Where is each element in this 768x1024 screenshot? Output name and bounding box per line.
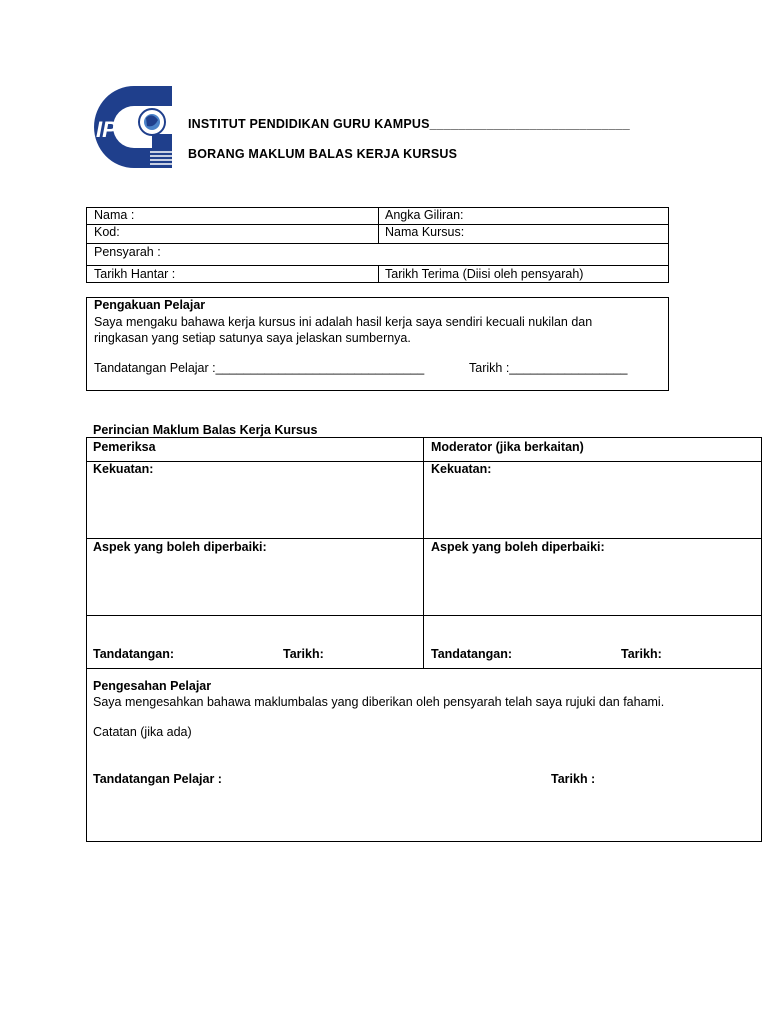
pemeriksa-header: Pemeriksa xyxy=(93,440,156,454)
tarikh-hantar-label: Tarikh Hantar : xyxy=(94,267,176,281)
pengesahan-line1: Saya mengesahkan bahawa maklumbalas yang diberikan oleh pensyarah telah saya rujuki dan fahami. xyxy=(93,695,665,709)
pengesahan-date: Tarikh : xyxy=(551,772,596,786)
pemeriksa-kekuatan: Kekuatan: xyxy=(93,462,154,476)
moderator-header: Moderator (jika berkaitan) xyxy=(431,440,584,454)
pengakuan-date: Tarikh :_________________ xyxy=(469,361,628,375)
kod-label: Kod: xyxy=(94,225,120,239)
svg-text:IPG: IPG xyxy=(96,117,134,142)
perincian-title: Perincian Maklum Balas Kerja Kursus xyxy=(93,423,318,437)
pengakuan-line2: ringkasan yang setiap satunya saya jelaskan sumbernya. xyxy=(94,331,411,345)
ipg-logo xyxy=(94,82,178,172)
pemeriksa-aspek: Aspek yang boleh diperbaiki: xyxy=(93,540,267,554)
pensyarah-label: Pensyarah : xyxy=(94,245,161,259)
pengakuan-signature: Tandatangan Pelajar :______________________________ xyxy=(94,361,425,375)
pengakuan-title: Pengakuan Pelajar xyxy=(94,298,206,312)
pemeriksa-tandatangan: Tandatangan: xyxy=(93,647,175,661)
moderator-aspek: Aspek yang boleh diperbaiki: xyxy=(431,540,605,554)
tarikh-terima-label: Tarikh Terima (Diisi oleh pensyarah) xyxy=(385,267,584,281)
pengesahan-signature: Tandatangan Pelajar : xyxy=(93,772,222,786)
nama-kursus-label: Nama Kursus: xyxy=(385,225,465,239)
moderator-tandatangan: Tandatangan: xyxy=(431,647,513,661)
pengesahan-title: Pengesahan Pelajar xyxy=(93,679,212,693)
nama-label: Nama : xyxy=(94,208,135,222)
catatan-label: Catatan (jika ada) xyxy=(93,725,192,739)
moderator-kekuatan: Kekuatan: xyxy=(431,462,492,476)
pengakuan-line1: Saya mengaku bahawa kerja kursus ini adalah hasil kerja saya sendiri kecuali nukilan dan xyxy=(94,315,593,329)
form-title: BORANG MAKLUM BALAS KERJA KURSUS xyxy=(188,147,458,161)
moderator-tarikh: Tarikh: xyxy=(621,647,662,661)
institute-title: INSTITUT PENDIDIKAN GURU KAMPUS____________________________ xyxy=(188,117,630,131)
pemeriksa-tarikh: Tarikh: xyxy=(283,647,324,661)
angka-giliran-label: Angka Giliran: xyxy=(385,208,464,222)
